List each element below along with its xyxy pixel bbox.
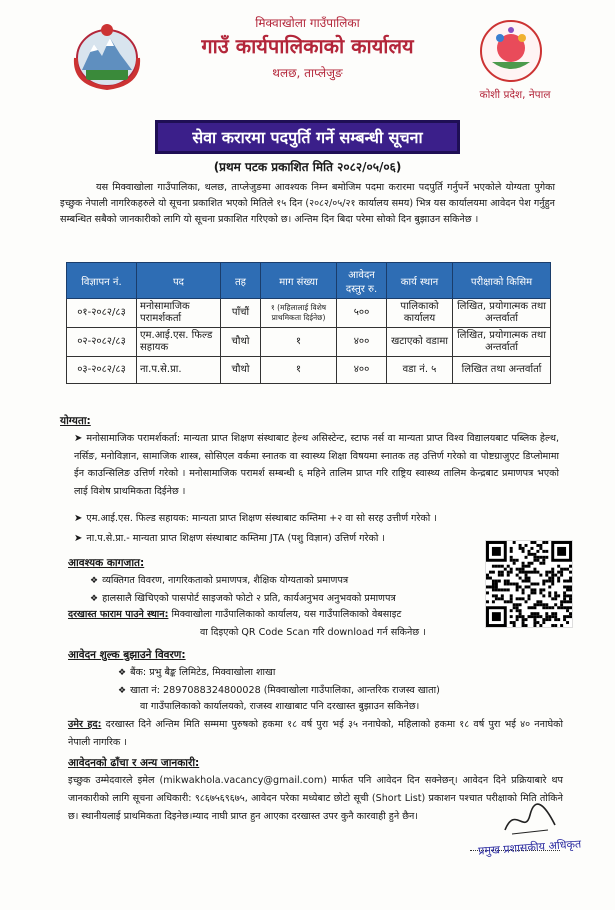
diamond-bullet-icon: ❖ [118, 686, 127, 696]
col-location: कार्य स्थान [387, 263, 453, 299]
qualifications-heading: योग्यता: [60, 415, 91, 427]
fee-heading: आवेदन शुल्क बुझाउने विवरण: [68, 649, 186, 661]
notice-title: सेवा करारमा पदपुर्ति गर्ने सम्बन्धी सूचना [192, 128, 423, 147]
cell-ad-number: ०१-२०८२/८३ [67, 299, 137, 328]
qualification-text: मनोसामाजिक परामर्शकर्ता: मान्यता प्राप्त शिक्षण संस्थाबाट हेल्थ असिस्टेन्ट, स्टाफ नर्स वा मान्यता प्राप्त विश्व विद्यालयबाट पब्लिक हेल्थ, नर्सिङ, मनोविज्ञान, सामाजिक शास्त्र, सोसिएल वर्कमा स्नातक वा स्वास्थ्य शिक्षा विषयमा स्नातक तह उत्तिर्ण गरेको वा पोष्टग्राजुएट डिप्लोमामा ईन काउन्सिलिङ उत्तिर्ण गरेको । मनोसामाजिक परामर्श सम्बन्धी ६ महिने तालिम प्राप्त गरि राष्ट्रिय स्वास्थ्य तालिम केन्द्रबाट प्रमाणपत्र भएको लाई विशेष प्राथमिकता दिईनेछ । [74, 433, 559, 497]
cell-demand: १ [261, 328, 337, 357]
table-row [67, 357, 551, 384]
col-level: तह [221, 263, 261, 299]
cell-exam-type: लिखित तथा अन्तर्वार्ता [453, 357, 551, 384]
publish-date: (प्रथम पटक प्रकाशित मिति २०८२/०५/०६) [213, 160, 402, 174]
arrow-bullet-icon: ➤ [74, 513, 83, 524]
document-text: हालसालै खिचिएको पासपोर्ट साइजको फोटो २ प्रति, कार्यअनुभव अनुभवको प्रमाणपत्र [102, 593, 396, 604]
cell-position: ना.प.से.प्रा. [137, 357, 221, 384]
cell-level: चौथो [221, 328, 261, 357]
table-row [67, 299, 551, 328]
cell-level: चौथो [221, 357, 261, 384]
cell-position: मनोसामाजिक परामर्शकर्ता [137, 299, 221, 328]
qualification-item [74, 530, 474, 548]
cell-exam-type: लिखित, प्रयोगात्मक तथा अन्तर्वार्ता [453, 328, 551, 357]
qualification-text: एम.आई.एस. फिल्ड सहायक: मान्यता प्राप्त शिक्षण संस्थाबाट कम्तिमा +२ वा सो सरह उत्तीर्ण गरेको । [86, 513, 437, 524]
documents-heading: आवश्यक कागजात: [68, 557, 145, 569]
form-line1: मिक्वाखोला गाउँपालिकाको कार्यालय, यस गाउँपालिकाको वेबसाइट [171, 609, 402, 620]
fee-account-text: खाता नं: 2897088324800028 (मिक्वाखोला गाउँपालिका, आन्तरिक राजस्व खाता) [130, 685, 440, 696]
cell-location: खटाएको वडामा [387, 328, 453, 357]
cell-ad-number: ०२-२०८२/८३ [67, 328, 137, 357]
cell-location: पालिकाको कार्यालय [387, 299, 453, 328]
cell-fee: ४०० [337, 357, 387, 384]
col-position: पद [137, 263, 221, 299]
col-fee: आवेदन दस्तुर रु. [337, 263, 387, 299]
municipality-name: मिक्वाखोला गाउँपालिका [255, 16, 360, 30]
fee-bank-text: बैंक: प्रभु बैङ्क लिमिटेड, मिक्वाखोला शाखा [130, 667, 276, 678]
qr-code-image[interactable] [485, 540, 573, 628]
arrow-bullet-icon: ➤ [74, 533, 83, 544]
form-line2: वा दिइएको QR Code Scan गरि download गर्न सकिनेछ । [200, 627, 426, 638]
cell-demand: १ (महिलालाई विशेष प्राथमिकता दिईनेछ) [261, 299, 337, 328]
vacancy-table [66, 262, 551, 384]
arrow-bullet-icon: ➤ [74, 433, 83, 444]
form-heading: दरखास्त फाराम पाउने स्थान: [68, 609, 169, 620]
col-ad-number: विज्ञापन नं. [67, 263, 137, 299]
cell-level: पाँचौं [221, 299, 261, 328]
office-address: थलछ, ताप्लेजुङ [272, 66, 343, 80]
cell-position: एम.आई.एस. फिल्ड सहायक [137, 328, 221, 357]
age-heading: उमेर हद: [68, 719, 102, 730]
intro-paragraph: यस मिक्वाखोला गाउँपालिका, थलछ, ताप्लेजुङमा आवश्यक निम्न बमोजिम पदमा करारमा पदपुर्ति गर्नुपर्ने भएकोले योग्यता पुगेका इच्छुक नेपाली नागरिकहरुले यो सूचना प्रकाशित भएको मितिले १५ दिन (२०८२/०५/२१ कार्यालय समय) भित्र यस कार्यालयमा आवेदन पेश गर्नुहुन सम्बन्धित सबैको जानकारीको लागि यो सूचना प्रकाशित गरिएको छ। अन्तिम दिन बिदा परेमा सोको दिन बुझाउन सकिनेछ । [60, 182, 555, 225]
apply-text: इच्छुक उम्मेदवारले इमेल (mikwakhola.vacancy@gmail.com) मार्फत पनि आवेदन दिन सक्नेछन्। आवेदन दिने प्रक्रियाबारे थप जानकारीको लागि सूचना अधिकारी: ९८६७५६९६७५, आवेदन परेका मध्येबाट छोटो सूची (Short List) प्रकाशन पश्चात परीक्षाको मिति तोकिने छ। स्थानीयलाई प्राथमिकता दिइनेछ।म्याद नाघी प्राप्त हुन आएका दरखास्त उपर कुनै कारवाही हुने छैन। [68, 775, 563, 822]
table-header-row [67, 263, 551, 299]
diamond-bullet-icon: ❖ [90, 594, 99, 604]
cell-demand: १ [261, 357, 337, 384]
notice-title-banner [155, 120, 460, 154]
apply-heading: आवेदनको ढाँचा र अन्य जानकारी: [68, 757, 200, 769]
cell-ad-number: ०३-२०८२/८३ [67, 357, 137, 384]
form-location [68, 606, 478, 624]
document-text: व्यक्तिगत विवरण, नागरिकताको प्रमाणपत्र, शैक्षिक योग्यताको प्रमाणपत्र [102, 575, 349, 586]
cell-fee: ५०० [337, 299, 387, 328]
col-demand: माग संख्या [261, 263, 337, 299]
signatory-title: प्रमुख प्रशासकीय अधिकृत [477, 837, 582, 858]
office-name: गाउँ कार्यपालिकाको कार्यालय [201, 34, 414, 58]
cell-location: वडा नं. ५ [387, 357, 453, 384]
age-limit [68, 716, 563, 752]
signature-scribble [500, 800, 560, 840]
diamond-bullet-icon: ❖ [118, 668, 127, 678]
province-label: कोशी प्रदेश, नेपाल [479, 89, 551, 101]
cell-exam-type: लिखित, प्रयोगात्मक तथा अन्तर्वार्ता [453, 299, 551, 328]
document-item [90, 572, 480, 591]
fee-bank [118, 664, 498, 683]
qualification-item [74, 430, 559, 500]
table-row [67, 328, 551, 357]
age-text: दरखास्त दिने अन्तिम मिति सम्ममा पुरुषको हकमा १८ वर्ष पुरा भई ३५ ननाघेको, महिलाको हकमा १८ वर्ष पुरा भई ४० ननाघेको नेपाली नागरिक । [68, 719, 563, 748]
qualification-text: ना.प.से.प्रा.- मान्यता प्राप्त शिक्षण संस्थाबाट कम्तिमा JTA (पशु विज्ञान) उत्तिर्ण गरेको । [86, 533, 386, 544]
col-exam-type: परीक्षाको किसिम [453, 263, 551, 299]
qualification-item [74, 510, 559, 528]
fee-note: वा गाउँपालिकाको कार्यालयको, राजस्व शाखाबाट पनि दरखास्त बुझाउन सकिनेछ। [140, 701, 420, 712]
cell-fee: ४०० [337, 328, 387, 357]
diamond-bullet-icon: ❖ [90, 576, 99, 586]
